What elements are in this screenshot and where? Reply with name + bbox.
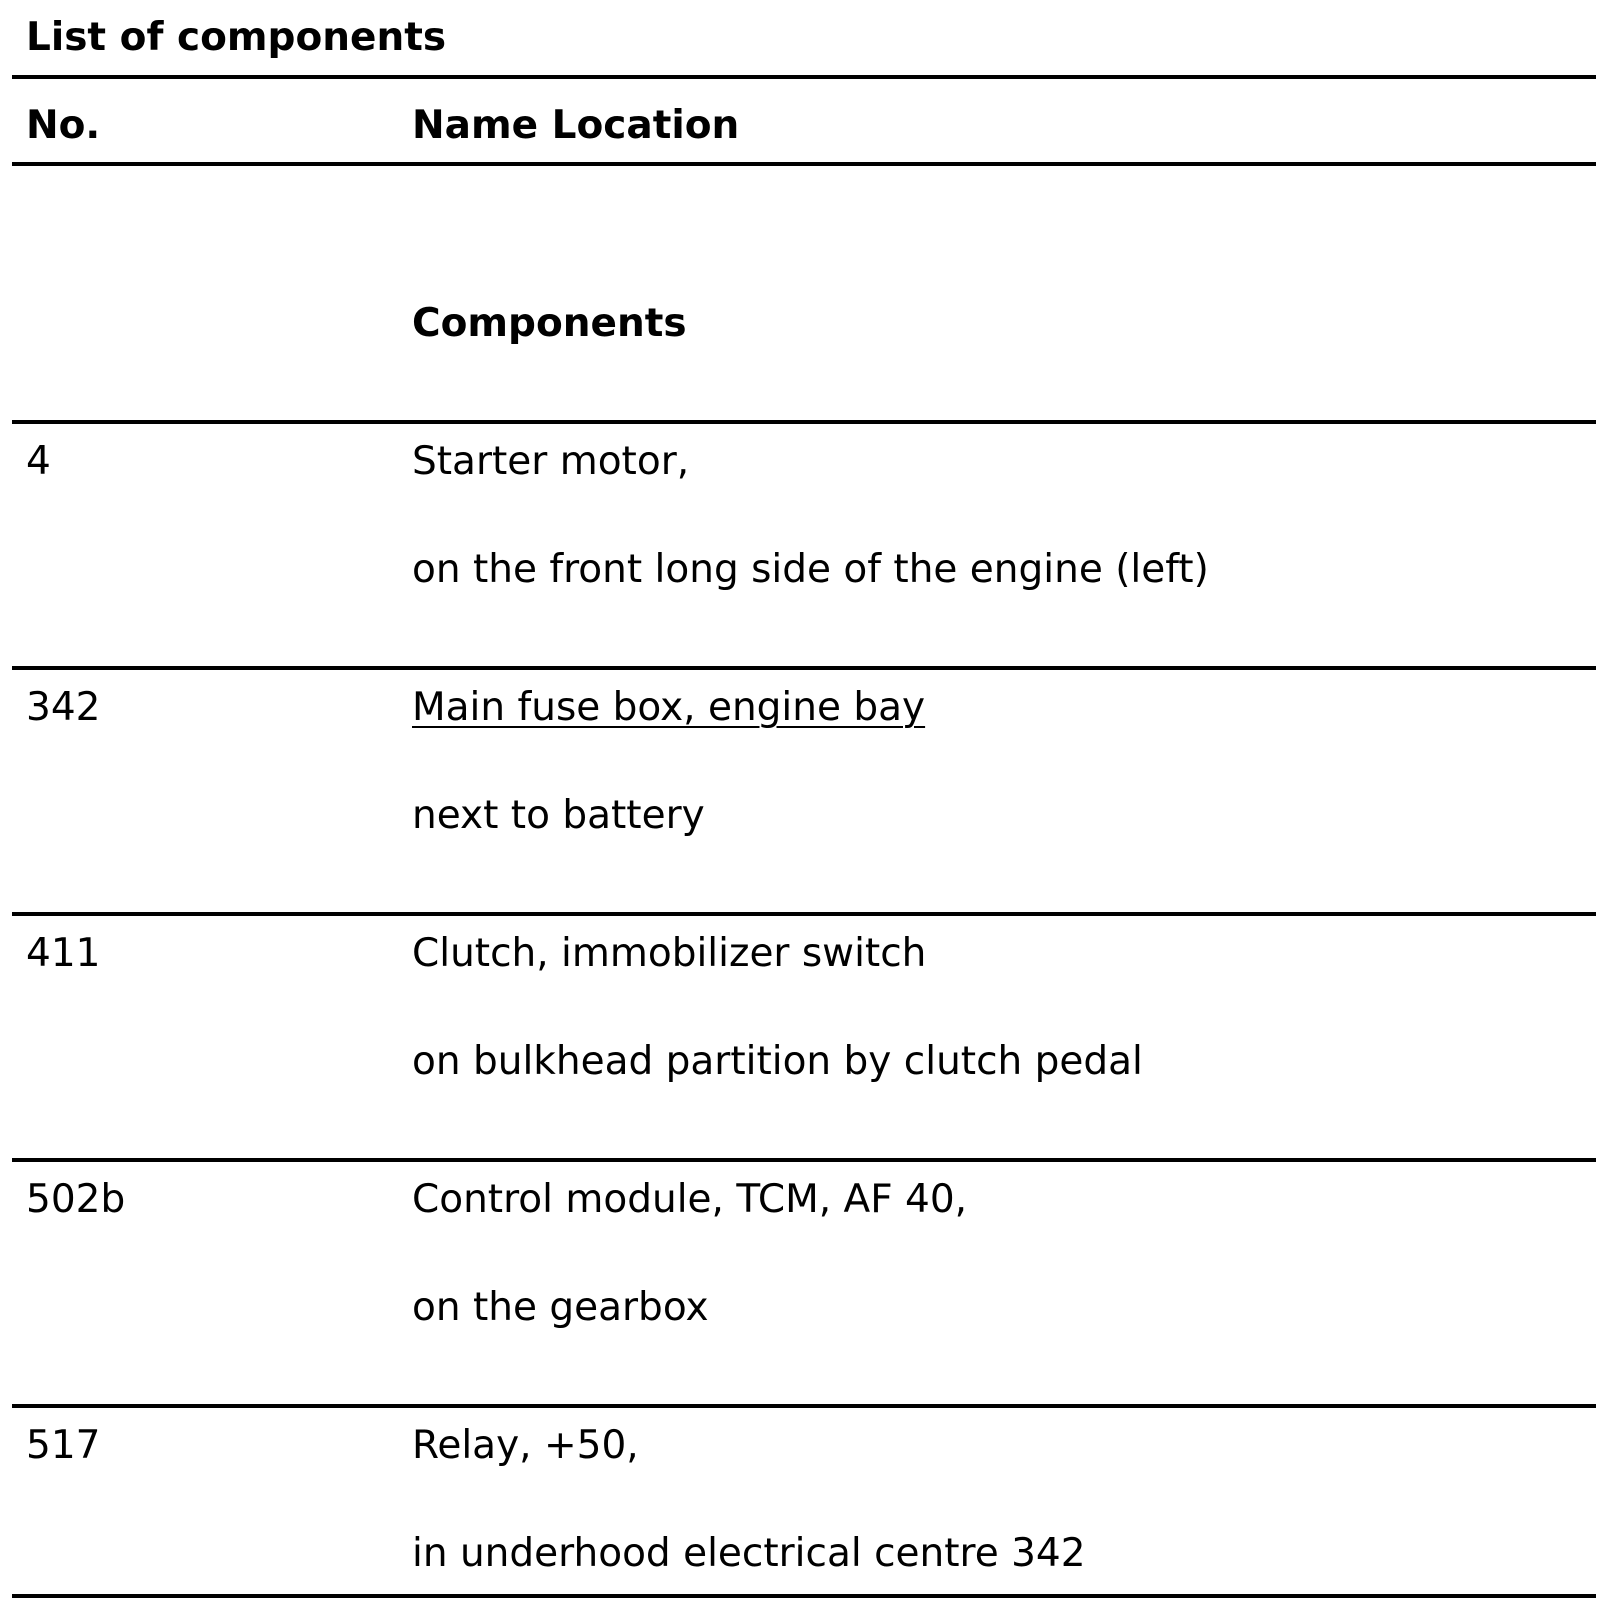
row-name: Control module, TCM, AF 40, <box>412 1177 968 1222</box>
row-number: 411 <box>26 931 101 976</box>
section-heading: Components <box>412 301 687 346</box>
row-name: Starter motor, <box>412 439 690 484</box>
row-location: on the front long side of the engine (left) <box>412 547 1209 592</box>
header-no: No. <box>26 103 101 148</box>
row-rule <box>12 666 1596 670</box>
row-location: in underhood electrical centre 342 <box>412 1531 1086 1576</box>
row-number: 502b <box>26 1177 126 1222</box>
row-name: Clutch, immobilizer switch <box>412 931 927 976</box>
row-name: Main fuse box, engine bay <box>412 685 926 730</box>
bottom-rule <box>12 1594 1596 1598</box>
row-number: 517 <box>26 1423 101 1468</box>
top-rule <box>12 75 1596 79</box>
row-name: Relay, +50, <box>412 1423 639 1468</box>
header-rule <box>12 162 1596 166</box>
row-rule <box>12 420 1596 424</box>
row-location: next to battery <box>412 793 705 838</box>
row-rule <box>12 912 1596 916</box>
document-title: List of components <box>26 15 447 60</box>
row-location: on the gearbox <box>412 1285 709 1330</box>
row-number: 342 <box>26 685 101 730</box>
row-rule <box>12 1404 1596 1408</box>
row-rule <box>12 1158 1596 1162</box>
row-location: on bulkhead partition by clutch pedal <box>412 1039 1143 1084</box>
row-number: 4 <box>26 439 51 484</box>
header-name-location: Name Location <box>412 103 740 148</box>
